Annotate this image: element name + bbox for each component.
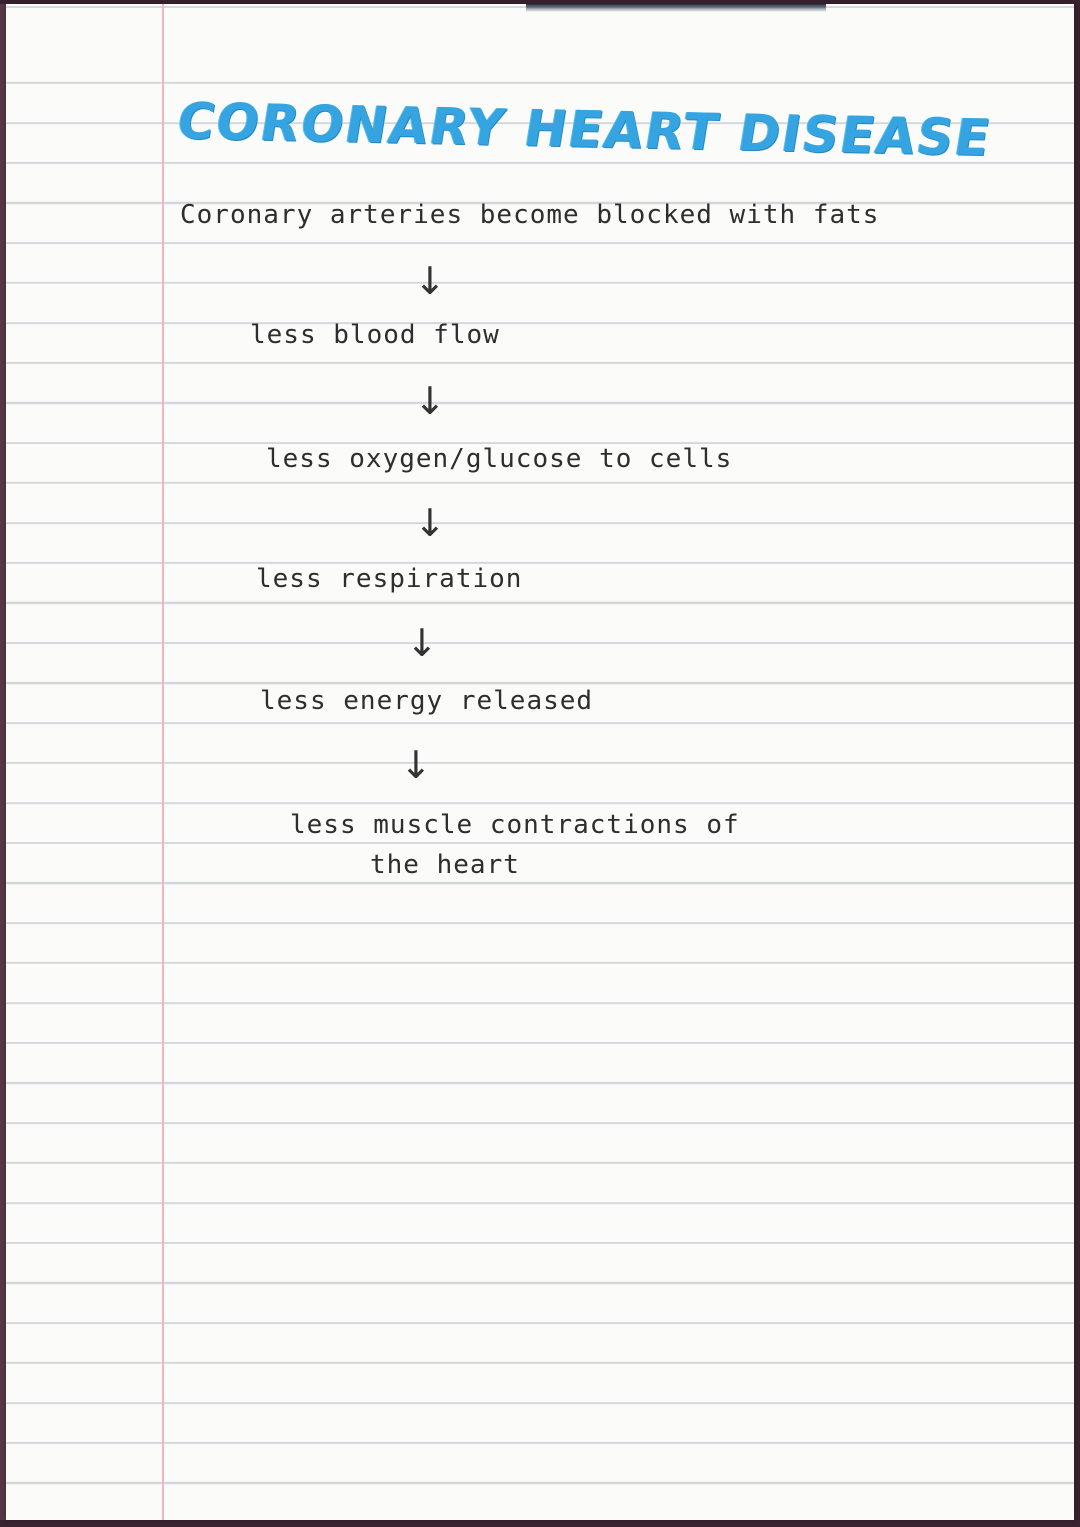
down-arrow-icon: ↓ (414, 259, 446, 303)
lined-notebook-page (6, 4, 1074, 1520)
flow-step-4: less respiration (256, 564, 523, 594)
flow-step-1: Coronary arteries become blocked with fats (180, 200, 880, 230)
flow-step-2: less blood flow (250, 320, 500, 350)
margin-line (162, 4, 164, 1520)
flow-step-3: less oxygen/glucose to cells (266, 444, 733, 474)
down-arrow-icon: ↓ (400, 743, 432, 787)
flow-step-6: less muscle contractions of (290, 810, 740, 840)
down-arrow-icon: ↓ (406, 621, 438, 665)
down-arrow-icon: ↓ (414, 501, 446, 545)
down-arrow-icon: ↓ (414, 379, 446, 423)
flow-step-6-continued: the heart (370, 850, 520, 880)
page-title: CORONARY HEART DISEASE (173, 92, 996, 168)
page-top-shadow (526, 4, 826, 12)
flow-step-5: less energy released (260, 686, 594, 716)
